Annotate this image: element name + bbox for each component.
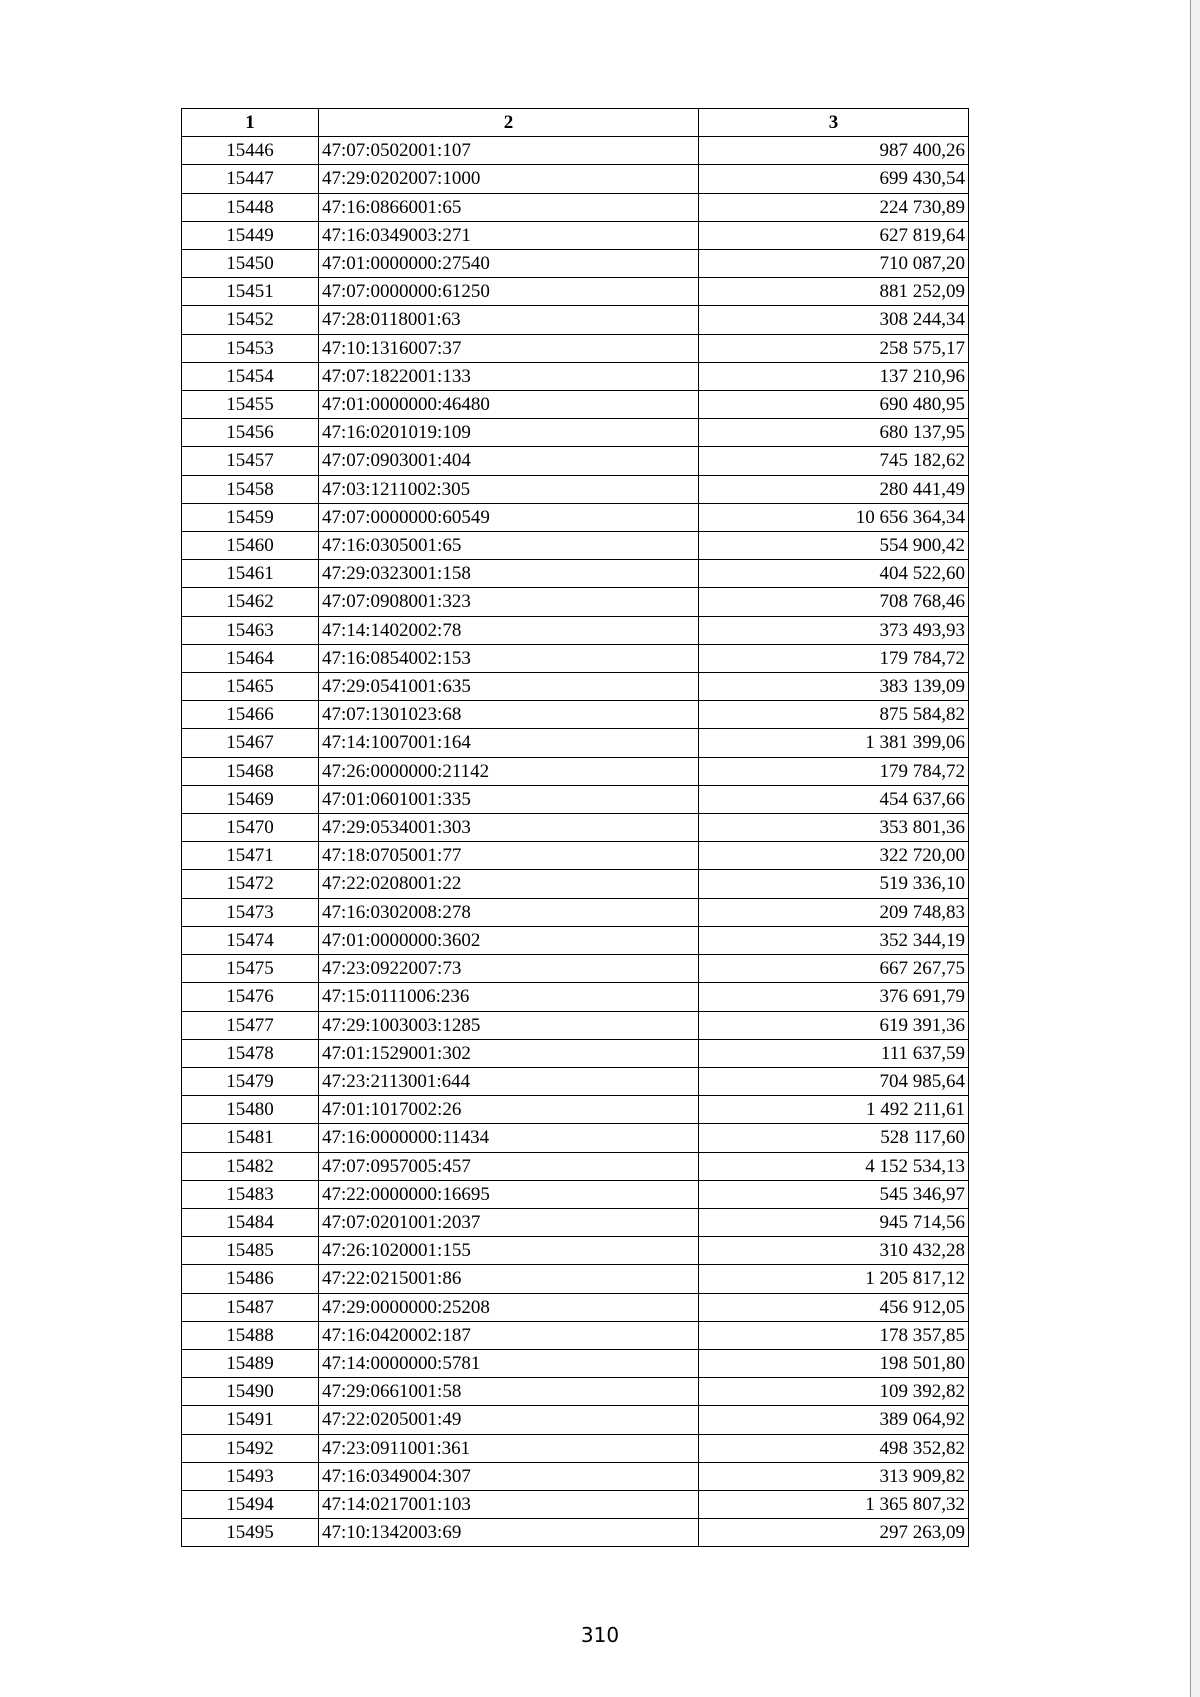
cadastral-number-cell: 47:23:2113001:644 [319,1067,699,1095]
cadastral-number-cell: 47:16:0866001:65 [319,193,699,221]
value-cell: 383 139,09 [699,673,969,701]
row-number-cell: 15466 [182,701,319,729]
row-number-cell: 15495 [182,1519,319,1547]
cadastral-number-cell: 47:22:0000000:16695 [319,1180,699,1208]
table-body [182,137,969,1547]
column-header-1: 1 [182,109,319,137]
row-number-cell: 15462 [182,588,319,616]
table-row [182,785,969,813]
row-number-cell: 15448 [182,193,319,221]
row-number-cell: 15487 [182,1293,319,1321]
cadastral-number-cell: 47:03:1211002:305 [319,475,699,503]
value-cell: 690 480,95 [699,391,969,419]
value-cell: 704 985,64 [699,1067,969,1095]
table-row [182,1293,969,1321]
page-edge [1190,0,1200,1697]
value-cell: 1 381 399,06 [699,729,969,757]
table-row [182,250,969,278]
table-row [182,306,969,334]
row-number-cell: 15491 [182,1406,319,1434]
column-header-3: 3 [699,109,969,137]
table-row [182,1349,969,1377]
table-row [182,644,969,672]
cadastral-number-cell: 47:07:0000000:60549 [319,503,699,531]
cadastral-number-cell: 47:29:0323001:158 [319,560,699,588]
row-number-cell: 15476 [182,983,319,1011]
value-cell: 4 152 534,13 [699,1152,969,1180]
table-row [182,870,969,898]
table-row [182,1039,969,1067]
cadastral-number-cell: 47:26:1020001:155 [319,1237,699,1265]
cadastral-number-cell: 47:15:0111006:236 [319,983,699,1011]
cadastral-number-cell: 47:07:1822001:133 [319,362,699,390]
row-number-cell: 15447 [182,165,319,193]
value-cell: 209 748,83 [699,898,969,926]
cadastral-number-cell: 47:14:1402002:78 [319,616,699,644]
value-cell: 224 730,89 [699,193,969,221]
table-row [182,334,969,362]
row-number-cell: 15463 [182,616,319,644]
cadastral-number-cell: 47:22:0208001:22 [319,870,699,898]
value-cell: 699 430,54 [699,165,969,193]
cadastral-number-cell: 47:16:0349004:307 [319,1462,699,1490]
value-cell: 881 252,09 [699,278,969,306]
row-number-cell: 15478 [182,1039,319,1067]
table-row [182,1180,969,1208]
table-row [182,419,969,447]
table-row [182,701,969,729]
cadastral-number-cell: 47:16:0302008:278 [319,898,699,926]
row-number-cell: 15446 [182,137,319,165]
cadastral-number-cell: 47:29:0661001:58 [319,1378,699,1406]
cadastral-number-cell: 47:18:0705001:77 [319,842,699,870]
table-row [182,898,969,926]
value-cell: 198 501,80 [699,1349,969,1377]
row-number-cell: 15482 [182,1152,319,1180]
value-cell: 519 336,10 [699,870,969,898]
table-row [182,447,969,475]
table-row [182,503,969,531]
value-cell: 137 210,96 [699,362,969,390]
value-cell: 179 784,72 [699,644,969,672]
row-number-cell: 15459 [182,503,319,531]
row-number-cell: 15492 [182,1434,319,1462]
value-cell: 10 656 364,34 [699,503,969,531]
cadastral-number-cell: 47:01:1017002:26 [319,1096,699,1124]
table-row [182,137,969,165]
value-cell: 554 900,42 [699,532,969,560]
cadastral-number-cell: 47:16:0201019:109 [319,419,699,447]
row-number-cell: 15458 [182,475,319,503]
cadastral-number-cell: 47:29:0534001:303 [319,814,699,842]
row-number-cell: 15485 [182,1237,319,1265]
cadastral-number-cell: 47:23:0922007:73 [319,955,699,983]
value-cell: 667 267,75 [699,955,969,983]
table-row [182,588,969,616]
value-cell: 111 637,59 [699,1039,969,1067]
value-cell: 545 346,97 [699,1180,969,1208]
cadastral-number-cell: 47:22:0215001:86 [319,1265,699,1293]
cadastral-number-cell: 47:07:0903001:404 [319,447,699,475]
row-number-cell: 15473 [182,898,319,926]
value-cell: 1 205 817,12 [699,1265,969,1293]
table-row [182,165,969,193]
row-number-cell: 15469 [182,785,319,813]
cadastral-number-cell: 47:07:1301023:68 [319,701,699,729]
table-row [182,983,969,1011]
row-number-cell: 15451 [182,278,319,306]
row-number-cell: 15486 [182,1265,319,1293]
table-row [182,673,969,701]
row-number-cell: 15457 [182,447,319,475]
value-cell: 456 912,05 [699,1293,969,1321]
value-cell: 352 344,19 [699,926,969,954]
value-cell: 376 691,79 [699,983,969,1011]
table-row [182,362,969,390]
table-row [182,1208,969,1236]
row-number-cell: 15449 [182,221,319,249]
cadastral-number-cell: 47:29:0541001:635 [319,673,699,701]
row-number-cell: 15465 [182,673,319,701]
row-number-cell: 15494 [182,1490,319,1518]
cadastral-number-cell: 47:07:0201001:2037 [319,1208,699,1236]
cadastral-number-cell: 47:01:0601001:335 [319,785,699,813]
row-number-cell: 15470 [182,814,319,842]
table-row [182,1265,969,1293]
cadastral-number-cell: 47:23:0911001:361 [319,1434,699,1462]
row-number-cell: 15474 [182,926,319,954]
cadastral-number-cell: 47:16:0000000:11434 [319,1124,699,1152]
table-row [182,1434,969,1462]
row-number-cell: 15460 [182,532,319,560]
cadastral-number-cell: 47:29:0000000:25208 [319,1293,699,1321]
cadastral-number-cell: 47:10:1316007:37 [319,334,699,362]
table-row [182,926,969,954]
row-number-cell: 15467 [182,729,319,757]
cadastral-number-cell: 47:16:0349003:271 [319,221,699,249]
cadastral-number-cell: 47:22:0205001:49 [319,1406,699,1434]
value-cell: 945 714,56 [699,1208,969,1236]
cadastral-number-cell: 47:10:1342003:69 [319,1519,699,1547]
value-cell: 404 522,60 [699,560,969,588]
value-cell: 1 365 807,32 [699,1490,969,1518]
cadastral-number-cell: 47:16:0854002:153 [319,644,699,672]
row-number-cell: 15484 [182,1208,319,1236]
cadastral-number-cell: 47:14:1007001:164 [319,729,699,757]
table-row [182,1124,969,1152]
table-row [182,1237,969,1265]
table-row [182,729,969,757]
table-row [182,1519,969,1547]
cadastral-number-cell: 47:29:1003003:1285 [319,1011,699,1039]
value-cell: 280 441,49 [699,475,969,503]
table-row [182,560,969,588]
cadastral-number-cell: 47:07:0502001:107 [319,137,699,165]
value-cell: 454 637,66 [699,785,969,813]
row-number-cell: 15454 [182,362,319,390]
value-cell: 178 357,85 [699,1321,969,1349]
value-cell: 987 400,26 [699,137,969,165]
cadastral-number-cell: 47:01:1529001:302 [319,1039,699,1067]
table-row [182,1152,969,1180]
row-number-cell: 15452 [182,306,319,334]
row-number-cell: 15481 [182,1124,319,1152]
table-row [182,1011,969,1039]
value-cell: 109 392,82 [699,1378,969,1406]
value-cell: 179 784,72 [699,757,969,785]
row-number-cell: 15471 [182,842,319,870]
row-number-cell: 15472 [182,870,319,898]
table-row [182,475,969,503]
table-row [182,814,969,842]
value-cell: 875 584,82 [699,701,969,729]
row-number-cell: 15483 [182,1180,319,1208]
cadastral-number-cell: 47:29:0202007:1000 [319,165,699,193]
row-number-cell: 15493 [182,1462,319,1490]
table-row [182,757,969,785]
cadastral-number-cell: 47:16:0305001:65 [319,532,699,560]
row-number-cell: 15464 [182,644,319,672]
table-row [182,955,969,983]
header-row [182,109,969,137]
value-cell: 708 768,46 [699,588,969,616]
row-number-cell: 15489 [182,1349,319,1377]
value-cell: 373 493,93 [699,616,969,644]
table-row [182,532,969,560]
value-cell: 310 432,28 [699,1237,969,1265]
value-cell: 308 244,34 [699,306,969,334]
table-row [182,391,969,419]
row-number-cell: 15488 [182,1321,319,1349]
row-number-cell: 15477 [182,1011,319,1039]
row-number-cell: 15480 [182,1096,319,1124]
cadastral-number-cell: 47:01:0000000:3602 [319,926,699,954]
table-row [182,1378,969,1406]
value-cell: 297 263,09 [699,1519,969,1547]
value-cell: 313 909,82 [699,1462,969,1490]
cadastral-number-cell: 47:07:0000000:61250 [319,278,699,306]
row-number-cell: 15468 [182,757,319,785]
row-number-cell: 15461 [182,560,319,588]
value-cell: 1 492 211,61 [699,1096,969,1124]
value-cell: 258 575,17 [699,334,969,362]
value-cell: 627 819,64 [699,221,969,249]
value-cell: 619 391,36 [699,1011,969,1039]
cadastral-number-cell: 47:07:0957005:457 [319,1152,699,1180]
table-row [182,1490,969,1518]
value-cell: 498 352,82 [699,1434,969,1462]
value-cell: 528 117,60 [699,1124,969,1152]
table-row [182,278,969,306]
row-number-cell: 15479 [182,1067,319,1095]
value-cell: 322 720,00 [699,842,969,870]
table-row [182,1321,969,1349]
value-cell: 389 064,92 [699,1406,969,1434]
cadastral-number-cell: 47:14:0000000:5781 [319,1349,699,1377]
table-row [182,842,969,870]
row-number-cell: 15450 [182,250,319,278]
value-cell: 680 137,95 [699,419,969,447]
cadastral-number-cell: 47:16:0420002:187 [319,1321,699,1349]
cadastral-number-cell: 47:26:0000000:21142 [319,757,699,785]
cadastral-number-cell: 47:28:0118001:63 [319,306,699,334]
row-number-cell: 15455 [182,391,319,419]
row-number-cell: 15456 [182,419,319,447]
value-cell: 710 087,20 [699,250,969,278]
cadastral-number-cell: 47:07:0908001:323 [319,588,699,616]
table-row [182,221,969,249]
table-row [182,1067,969,1095]
cadastral-number-cell: 47:01:0000000:46480 [319,391,699,419]
cadastral-number-cell: 47:14:0217001:103 [319,1490,699,1518]
value-cell: 353 801,36 [699,814,969,842]
row-number-cell: 15490 [182,1378,319,1406]
table-row [182,193,969,221]
value-cell: 745 182,62 [699,447,969,475]
row-number-cell: 15475 [182,955,319,983]
table-row [182,1462,969,1490]
table-row [182,1406,969,1434]
table-row [182,1096,969,1124]
cadastral-number-cell: 47:01:0000000:27540 [319,250,699,278]
registry-table [181,108,969,1547]
column-header-2: 2 [319,109,699,137]
table-row [182,616,969,644]
page-number: 310 [580,1623,620,1647]
row-number-cell: 15453 [182,334,319,362]
